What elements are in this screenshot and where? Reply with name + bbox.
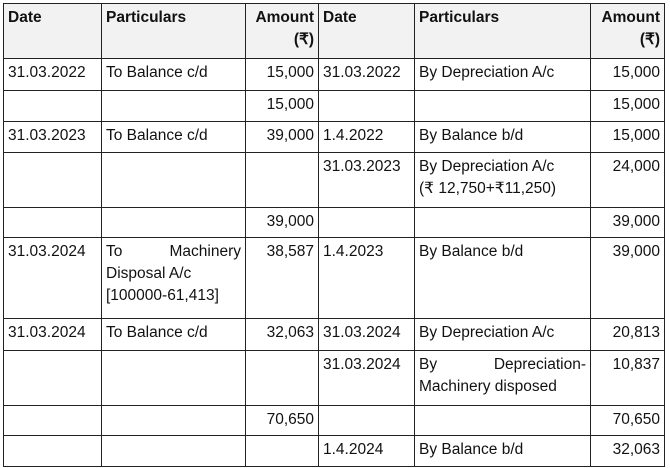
particulars-word: To bbox=[106, 243, 123, 260]
credit-particulars-cell bbox=[415, 406, 591, 436]
debit-date-cell: 31.03.2022 bbox=[4, 59, 102, 91]
credit-date-cell: 31.03.2024 bbox=[319, 351, 415, 406]
machinery-account-ledger bbox=[3, 3, 665, 467]
credit-amount-cell: 20,813 bbox=[591, 319, 665, 351]
credit-particulars-cell: By Depreciation A/c bbox=[415, 319, 591, 351]
debit-particulars-cell: To Balance c/d bbox=[102, 122, 246, 153]
particulars-line: By Depreciation A/c bbox=[419, 158, 555, 175]
credit-amount-cell: 15,000 bbox=[591, 59, 665, 91]
particulars-word: Machinery bbox=[169, 243, 241, 260]
total-row bbox=[4, 208, 665, 238]
debit-date-cell: 31.03.2023 bbox=[4, 122, 102, 153]
debit-particulars-cell bbox=[102, 153, 246, 208]
debit-particulars-cell bbox=[102, 208, 246, 238]
debit-date-cell bbox=[4, 208, 102, 238]
debit-amount-cell: 32,063 bbox=[246, 319, 319, 351]
credit-date-cell bbox=[319, 208, 415, 238]
table-row bbox=[4, 153, 665, 208]
particulars-word: Depreciation- bbox=[493, 356, 586, 373]
debit-particulars-cell bbox=[102, 406, 246, 436]
particulars-note: [100000-61,413] bbox=[106, 287, 219, 304]
debit-date-header: Date bbox=[4, 4, 102, 59]
debit-amount-cell: 39,000 bbox=[246, 122, 319, 153]
header-row bbox=[4, 4, 665, 59]
particulars-word: By bbox=[419, 356, 438, 373]
table-row bbox=[4, 436, 665, 467]
credit-amount-cell: 39,000 bbox=[591, 238, 665, 319]
credit-amount-cell: 15,000 bbox=[591, 122, 665, 153]
debit-date-cell: 31.03.2024 bbox=[4, 319, 102, 351]
credit-date-cell bbox=[319, 406, 415, 436]
credit-date-cell: 1.4.2023 bbox=[319, 238, 415, 319]
table-row bbox=[4, 351, 665, 406]
table-row bbox=[4, 122, 665, 153]
debit-amount-cell: 15,000 bbox=[246, 59, 319, 91]
credit-particulars-cell: By Depreciation A/c bbox=[415, 59, 591, 91]
credit-particulars-cell bbox=[415, 153, 591, 208]
debit-total-cell: 15,000 bbox=[246, 91, 319, 122]
credit-amount-cell: 32,063 bbox=[591, 436, 665, 467]
credit-particulars-cell: By Balance b/d bbox=[415, 238, 591, 319]
credit-total-cell: 15,000 bbox=[591, 91, 665, 122]
debit-amount-cell bbox=[246, 436, 319, 467]
debit-date-cell bbox=[4, 436, 102, 467]
credit-particulars-cell bbox=[415, 208, 591, 238]
total-row bbox=[4, 91, 665, 122]
table-row bbox=[4, 238, 665, 319]
credit-amount-header bbox=[591, 4, 665, 59]
credit-date-cell: 31.03.2022 bbox=[319, 59, 415, 91]
amount-header-line1: Amount bbox=[601, 9, 660, 26]
credit-particulars-cell bbox=[415, 91, 591, 122]
credit-date-cell: 1.4.2022 bbox=[319, 122, 415, 153]
debit-particulars-cell: To Balance c/d bbox=[102, 59, 246, 91]
debit-date-cell bbox=[4, 153, 102, 208]
debit-particulars-cell: To Balance c/d bbox=[102, 319, 246, 351]
debit-particulars-cell bbox=[102, 436, 246, 467]
debit-particulars-header: Particulars bbox=[102, 4, 246, 59]
debit-particulars-cell bbox=[102, 91, 246, 122]
particulars-justified-line bbox=[106, 241, 241, 263]
credit-particulars-cell: By Balance b/d bbox=[415, 436, 591, 467]
particulars-justified-line bbox=[419, 354, 586, 376]
debit-amount-cell bbox=[246, 153, 319, 208]
debit-date-cell bbox=[4, 406, 102, 436]
particulars-note: (₹ 12,750+₹11,250) bbox=[419, 180, 557, 197]
debit-amount-cell bbox=[246, 351, 319, 406]
credit-particulars-cell: By Balance b/d bbox=[415, 122, 591, 153]
credit-total-cell: 39,000 bbox=[591, 208, 665, 238]
credit-date-cell: 31.03.2023 bbox=[319, 153, 415, 208]
credit-amount-cell: 24,000 bbox=[591, 153, 665, 208]
table-row bbox=[4, 319, 665, 351]
amount-header-line2: (₹) bbox=[293, 31, 314, 48]
credit-date-header: Date bbox=[319, 4, 415, 59]
particulars-line: Machinery disposed bbox=[419, 378, 557, 395]
credit-total-cell: 70,650 bbox=[591, 406, 665, 436]
debit-date-cell: 31.03.2024 bbox=[4, 238, 102, 319]
debit-particulars-cell bbox=[102, 351, 246, 406]
debit-particulars-cell bbox=[102, 238, 246, 319]
debit-amount-cell: 38,587 bbox=[246, 238, 319, 319]
amount-header-line2: (₹) bbox=[639, 31, 660, 48]
credit-particulars-header: Particulars bbox=[415, 4, 591, 59]
debit-date-cell bbox=[4, 91, 102, 122]
credit-date-cell: 31.03.2024 bbox=[319, 319, 415, 351]
table-row bbox=[4, 59, 665, 91]
credit-amount-cell: 10,837 bbox=[591, 351, 665, 406]
credit-date-cell: 1.4.2024 bbox=[319, 436, 415, 467]
debit-total-cell: 39,000 bbox=[246, 208, 319, 238]
particulars-line: Disposal A/c bbox=[106, 265, 192, 282]
debit-amount-header bbox=[246, 4, 319, 59]
credit-date-cell bbox=[319, 91, 415, 122]
debit-total-cell: 70,650 bbox=[246, 406, 319, 436]
debit-date-cell bbox=[4, 351, 102, 406]
total-row bbox=[4, 406, 665, 436]
credit-particulars-cell bbox=[415, 351, 591, 406]
amount-header-line1: Amount bbox=[255, 9, 314, 26]
